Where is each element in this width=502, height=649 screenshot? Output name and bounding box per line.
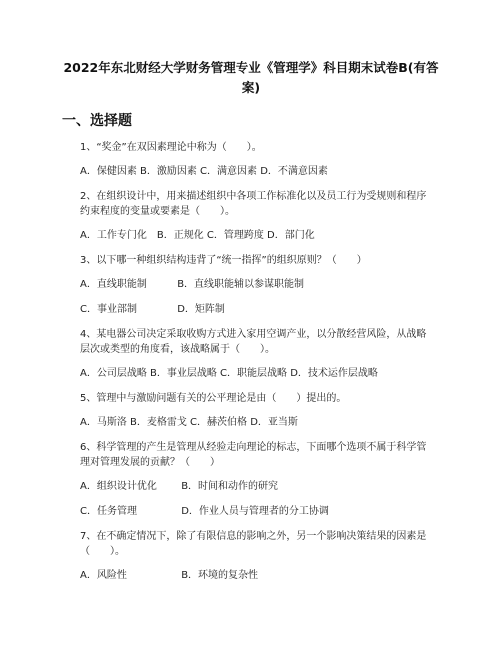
option-b: B．环境的复杂性 bbox=[181, 570, 259, 581]
answer-options bbox=[80, 366, 436, 381]
option-d: D．作业人员与管理者的分工协调 bbox=[181, 506, 329, 517]
option-b: B．时间和动作的研究 bbox=[181, 481, 279, 492]
question-4 bbox=[80, 327, 436, 381]
options-line: A．马斯洛 B．麦格雷戈 C．赫茨伯格 D．亚当斯 bbox=[80, 417, 298, 428]
answer-options bbox=[80, 415, 436, 430]
question-stem: 7、在不确定情况下，除了有限信息的影响之外，另一个影响决策结果的因素是（ ）。 bbox=[80, 531, 427, 557]
question-5 bbox=[80, 391, 436, 430]
section-heading: 一、选择题 bbox=[62, 113, 132, 129]
page-title: 2022年东北财经大学财务管理专业《管理学》科目期末试卷B(有答案) bbox=[63, 60, 439, 95]
question-6 bbox=[80, 440, 436, 519]
answer-options-row-2 bbox=[80, 302, 436, 317]
question-stem: 5、管理中与激励问题有关的公平理论是由（ ）提出的。 bbox=[80, 393, 347, 404]
question-stem: 4、某电器公司决定采取收购方式进入家用空调产业，以分散经营风险，从战略层次或类型的角度看，该战略属于（ ）。 bbox=[80, 329, 427, 355]
options-line: A．公司层战略 B．事业层战略 C．职能层战略 D．技术运作层战略 bbox=[80, 368, 378, 379]
question-stem: 3、以下哪一种组织结构违背了“统一指挥”的组织原则？（ ） bbox=[80, 255, 367, 266]
question-stem: 6、科学管理的产生是管理从经验走向理论的标志，下面哪个选项不属于科学管理对管理发展的贡献？（ ） bbox=[80, 442, 427, 468]
question-7 bbox=[80, 529, 436, 583]
options-line: A．保健因素 B．激励因素 C．满意因素 D．不满意因素 bbox=[80, 166, 328, 177]
question-3 bbox=[80, 253, 436, 317]
answer-options bbox=[80, 228, 436, 243]
question-stem: 2、在组织设计中，用来描述组织中各项工作标准化以及员工行为受规则和程序约束程度的变量或要素是（ ）。 bbox=[80, 191, 427, 217]
answer-options-row-1 bbox=[80, 479, 436, 494]
option-b: B．直线职能辅以参谋职能制 bbox=[177, 279, 305, 290]
option-a: A．风险性 bbox=[80, 570, 127, 581]
option-a: A．组织设计优化 bbox=[80, 481, 157, 492]
answer-options-row-1 bbox=[80, 277, 436, 292]
answer-options-row-2 bbox=[80, 504, 436, 519]
answer-options-row-1 bbox=[80, 568, 436, 583]
option-c: C．任务管理 bbox=[80, 506, 137, 517]
answer-options bbox=[80, 164, 436, 179]
question-stem: 1、“奖金”在双因素理论中称为（ ）。 bbox=[80, 142, 262, 153]
options-line: A．工作专门化 B．正规化 C．管理跨度 D．部门化 bbox=[80, 230, 315, 241]
question-2 bbox=[80, 189, 436, 243]
option-d: D．矩阵制 bbox=[177, 304, 225, 315]
option-a: A．直线职能制 bbox=[80, 279, 147, 290]
question-1 bbox=[80, 140, 436, 179]
option-c: C．事业部制 bbox=[80, 304, 137, 315]
